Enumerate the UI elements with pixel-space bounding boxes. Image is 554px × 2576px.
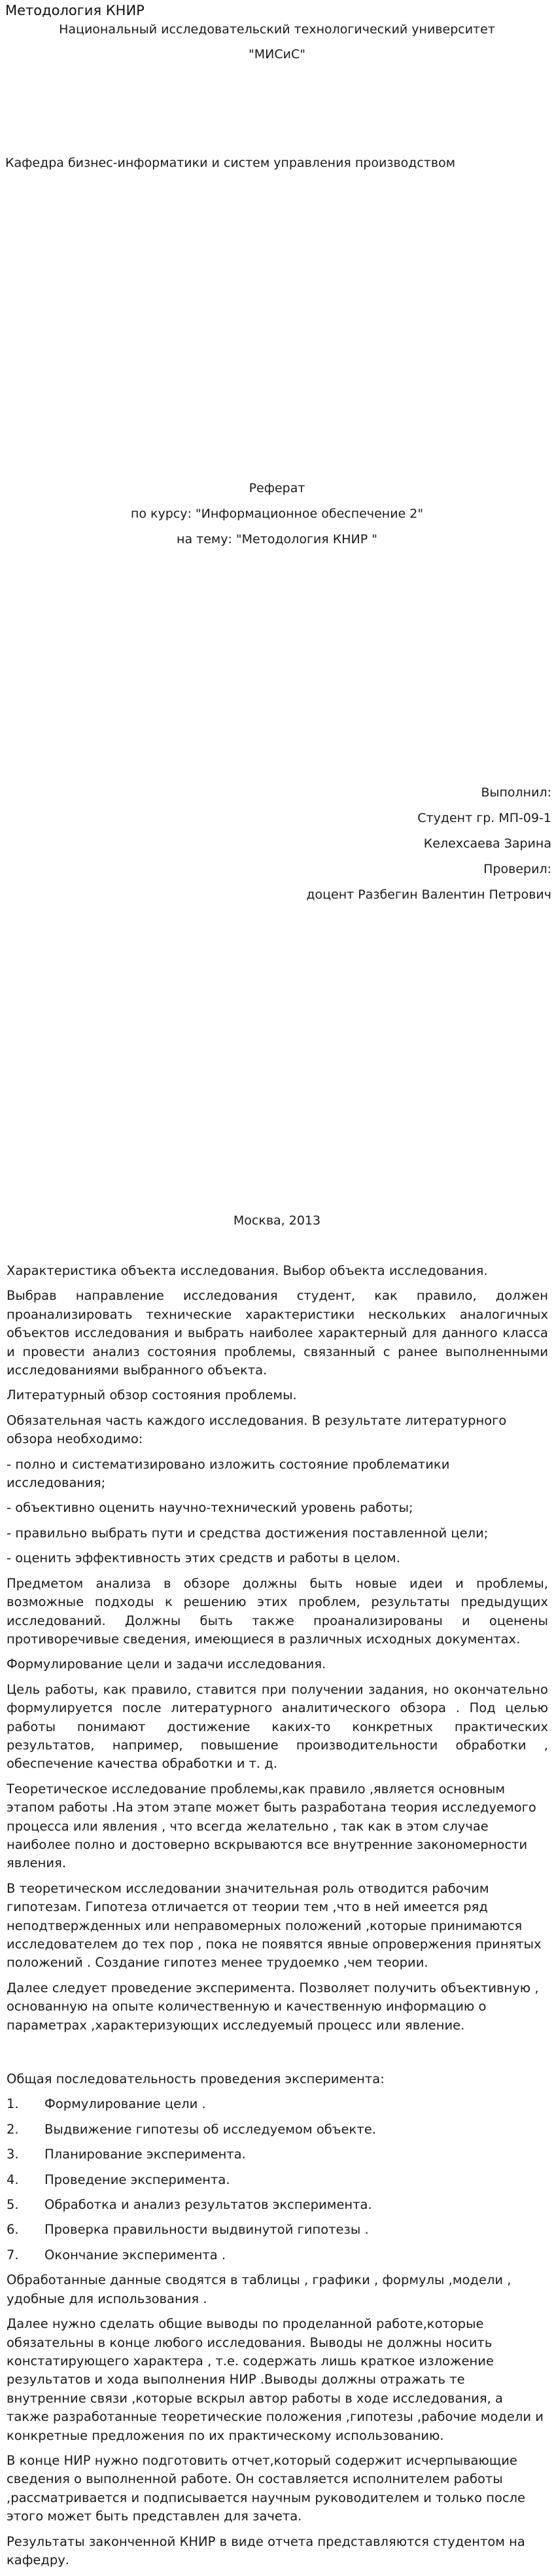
list-item bbox=[7, 2246, 548, 2264]
spacer bbox=[7, 2041, 548, 2070]
list-item-number: 4. bbox=[7, 2172, 19, 2187]
section-heading-object: Характеристика объекта исследования. Выбор объекта исследования. bbox=[7, 1263, 488, 1278]
list-item-text: Проведение эксперимента. bbox=[44, 2172, 230, 2187]
paragraph: Далее следует проведение эксперимента. Позволяет получить объективную , основанную на опыте количественную и качественную информацию о параметрах ,характеризующих исследуемый процесс или явление. bbox=[7, 1980, 539, 2033]
list-item-text: Обработка и анализ результатов эксперимента. bbox=[44, 2197, 372, 2213]
bullet-item: - объективно оценить научно-технический уровень работы; bbox=[7, 1500, 413, 1516]
bullet-item: - оценить эффективность этих средств и работы в целом. bbox=[7, 1550, 400, 1566]
essay-course: по курсу: "Информационное обеспечение 2" bbox=[130, 507, 424, 521]
section-heading-goal: Формулирование цели и задачи исследования. bbox=[7, 1656, 326, 1672]
paragraph: В конце НИР нужно подготовить отчет,который содержит исчерпывающие сведения о выполненной работе. Он составляется исполнителем работы ,рассматривается и подписывается научным руководителем и только после этого может быть представлен для зачета. bbox=[7, 2452, 526, 2524]
university-name: Национальный исследовательский технологический университет bbox=[59, 22, 495, 37]
section-heading-review: Литературный обзор состояния проблемы. bbox=[7, 1387, 297, 1403]
list-item-text: Планирование эксперимента. bbox=[44, 2147, 246, 2162]
paragraph: Обработанные данные сводятся в таблицы , графики , формулы ,модели , удобные для использования . bbox=[7, 2272, 511, 2306]
list-item-text: Формулирование цели . bbox=[44, 2096, 206, 2112]
list-item bbox=[7, 2171, 548, 2189]
university-abbr: "МИСиС" bbox=[249, 47, 305, 62]
paragraph: В теоретическом исследовании значительная роль отводится рабочим гипотезам. Гипотеза отличается от теории тем ,что в ней имеется ряд неподтвержденных или неправомерных положений ,которые принимаются исследователем до тех пор , пока не появятся явные опровержения принятых положений . Создание гипотез менее трудоемко ,чем теории. bbox=[7, 1880, 542, 1971]
document-body bbox=[7, 1262, 548, 2576]
list-item-number: 3. bbox=[7, 2147, 19, 2162]
list-item-text: Проверка правильности выдвинутой гипотезы . bbox=[44, 2222, 369, 2238]
list-item bbox=[7, 2120, 548, 2139]
student-group: Студент гр. МП-09-1 bbox=[417, 811, 551, 825]
paragraph: Цель работы, как правило, ставится при получении задания, но окончательно формулируется после литературного аналитического обзора . Под целью работы понимают достижение каких-то конкретных практических результатов, например, повышение производительности обработки , обеспечение качества обработки и т. д. bbox=[7, 1681, 548, 1772]
bullet-item: - полно и систематизировано изложить состояние проблематики исследования; bbox=[7, 1456, 450, 1491]
department-name: Кафедра бизнес-информатики и систем управления производством bbox=[5, 156, 456, 170]
teacher-name: доцент Разбегин Валентин Петрович bbox=[306, 887, 551, 902]
paragraph: Теоретическое исследование проблемы,как правило ,является основным этапом работы .На этом этапе может быть разработана теория исследуемого процесса или явления , что всегда желательно , так как в этом случае наиболее полно и достоверно вскрываются все внутренние закономерности явления. bbox=[7, 1781, 536, 1871]
list-item-number: 2. bbox=[7, 2121, 19, 2137]
list-item-number: 5. bbox=[7, 2197, 19, 2213]
paragraph: Далее нужно сделать общие выводы по проделанной работе,которые обязательны в конце любого исследования. Выводы не должны носить констатирующего характера , т.е. содержать лишь краткое изложение результатов и хода выполнения НИР .Выводы должны отражать те внутренние связи ,которые вскрыл автор работы в ходе исследования, а также разработанные теоретические положения ,гипотезы ,рабочие модели и конкретные предложения по их практическому использованию. bbox=[7, 2316, 544, 2443]
student-name: Келехсаева Зарина bbox=[423, 836, 551, 851]
list-item-number: 7. bbox=[7, 2247, 19, 2263]
paragraph: Выбрав направление исследования студент, как правило, должен проанализировать технические характеристики нескольких аналогичных объектов исследования и выбрать наиболее характерный для данного класса и провести анализ состояния проблемы, связанный с ранее выполненными исследованиями выбранного объекта. bbox=[7, 1288, 548, 1378]
list-item bbox=[7, 2145, 548, 2164]
paragraph: Обязательная часть каждого исследования. В результате литературного обзора необходимо: bbox=[7, 1412, 507, 1447]
list-item bbox=[7, 2095, 548, 2113]
list-item-text: Окончание эксперимента . bbox=[44, 2247, 226, 2263]
city-year: Москва, 2013 bbox=[233, 1213, 321, 1228]
section-heading-experiment: Общая последовательность проведения эксперимента: bbox=[7, 2071, 385, 2087]
experiment-steps-list bbox=[7, 2095, 548, 2264]
done-label: Выполнил: bbox=[481, 785, 551, 800]
page-title: Методология КНИР bbox=[5, 3, 145, 18]
list-item-text: Выдвижение гипотезы об исследуемом объекте. bbox=[44, 2121, 376, 2137]
paragraph: Результаты законченной КНИР в виде отчета представляются студентом на кафедру. bbox=[7, 2533, 525, 2567]
bullet-item: - правильно выбрать пути и средства достижения поставленной цели; bbox=[7, 1525, 489, 1541]
list-item bbox=[7, 2196, 548, 2214]
list-item bbox=[7, 2221, 548, 2239]
list-item-number: 6. bbox=[7, 2222, 19, 2238]
list-item-number: 1. bbox=[7, 2096, 19, 2112]
essay-type: Реферат bbox=[249, 481, 305, 495]
checked-label: Проверил: bbox=[483, 862, 551, 876]
essay-topic: на тему: "Методология КНИР " bbox=[177, 532, 377, 546]
paragraph: Предметом анализа в обзоре должны быть новые идеи и проблемы, возможные подходы к решению этих проблем, результаты предыдущих исследований. Должны быть также проанализированы и оценены противоречивые сведения, имеющиеся в различных исходных документах. bbox=[7, 1575, 548, 1647]
